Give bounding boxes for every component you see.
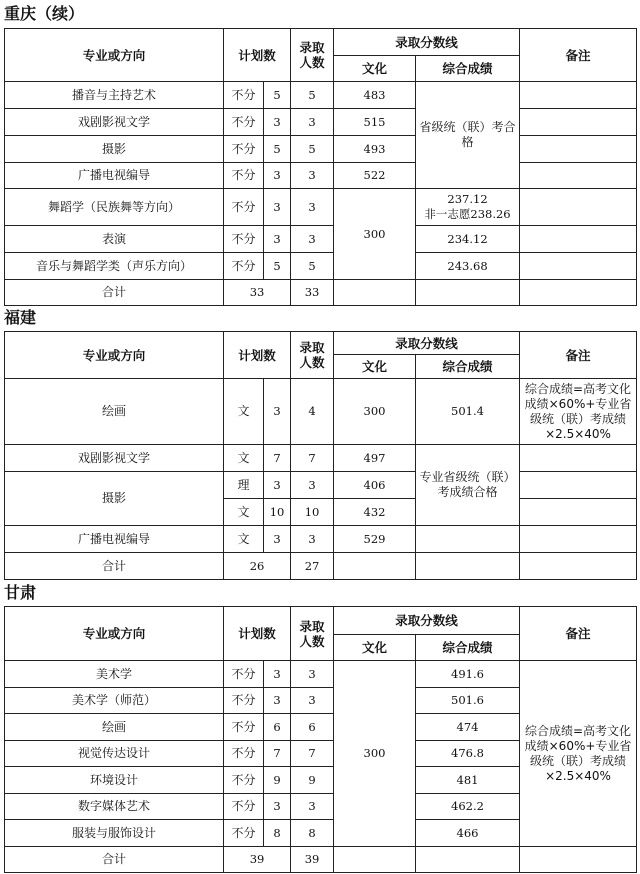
major-cell: 视觉传达设计	[5, 741, 224, 767]
plan-cell: 5	[264, 136, 291, 163]
plan-cell: 10	[264, 499, 291, 526]
major-cell: 摄影	[5, 472, 224, 526]
header-cutoff: 录取分数线	[334, 29, 520, 56]
section-title-fujian: 福建	[4, 308, 37, 327]
remark-text: 综合成绩=高考文化成绩×60%+专业省级统（联）考成绩×2.5×40%	[524, 723, 632, 783]
admitted-cell: 3	[291, 661, 334, 688]
plan-cell: 3	[264, 472, 291, 499]
total-label: 合计	[5, 280, 224, 306]
plan-cell: 7	[264, 741, 291, 767]
composite-cell: 476.8	[416, 741, 520, 767]
composite-cell: 234.12	[416, 226, 520, 253]
major-cell: 广播电视编导	[5, 163, 224, 189]
composite-merged-cell	[416, 445, 520, 526]
admitted-cell: 3	[291, 526, 334, 553]
type-cell: 不分	[224, 136, 264, 163]
remark-cell	[520, 226, 637, 253]
total-plan: 33	[224, 280, 291, 306]
type-cell: 不分	[224, 163, 264, 189]
major-cell: 表演	[5, 226, 224, 253]
admitted-cell: 5	[291, 253, 334, 280]
type-cell: 不分	[224, 741, 264, 767]
plan-cell: 3	[264, 661, 291, 688]
admitted-cell: 5	[291, 136, 334, 163]
section-title-gansu: 甘肃	[4, 583, 37, 602]
header-culture: 文化	[334, 635, 416, 661]
composite-cell: 501.4	[416, 379, 520, 445]
major-cell: 戏剧影视文学	[5, 445, 224, 472]
plan-cell: 9	[264, 767, 291, 794]
culture-cell: 432	[334, 499, 416, 526]
major-cell: 舞蹈学（民族舞等方向）	[5, 189, 224, 226]
table-row	[5, 253, 637, 280]
plan-cell: 3	[264, 794, 291, 820]
total-remark	[520, 847, 637, 873]
total-label: 合计	[5, 553, 224, 580]
composite-cell	[416, 526, 520, 553]
type-cell: 不分	[224, 714, 264, 741]
type-cell: 文	[224, 445, 264, 472]
composite-cell: 466	[416, 820, 520, 847]
table-row	[5, 445, 637, 472]
table-row	[5, 226, 637, 253]
remark-cell	[520, 189, 637, 226]
total-admitted: 27	[291, 553, 334, 580]
header-admitted	[291, 29, 334, 82]
admitted-cell: 5	[291, 82, 334, 109]
admitted-cell: 7	[291, 741, 334, 767]
plan-cell: 3	[264, 189, 291, 226]
plan-cell: 3	[264, 379, 291, 445]
major-cell: 数字媒体艺术	[5, 794, 224, 820]
remark-cell	[520, 109, 637, 136]
composite-merged-text: 省级统（联）考合格	[419, 120, 516, 149]
remark-merged-cell	[520, 661, 637, 847]
total-admitted: 33	[291, 280, 334, 306]
total-culture	[334, 553, 416, 580]
plan-cell: 8	[264, 820, 291, 847]
remark-cell	[520, 253, 637, 280]
header-plan: 计划数	[224, 29, 291, 82]
major-cell: 美术学	[5, 661, 224, 688]
type-cell: 不分	[224, 767, 264, 794]
total-remark	[520, 280, 637, 306]
admitted-cell: 10	[291, 499, 334, 526]
header-remarks: 备注	[520, 607, 637, 661]
type-cell: 不分	[224, 253, 264, 280]
culture-cell: 497	[334, 445, 416, 472]
composite-cell: 243.68	[416, 253, 520, 280]
culture-cell: 522	[334, 163, 416, 189]
plan-cell: 5	[264, 253, 291, 280]
header-major: 专业或方向	[5, 607, 224, 661]
table-fujian	[4, 331, 637, 580]
major-cell: 环境设计	[5, 767, 224, 794]
plan-cell: 3	[264, 526, 291, 553]
composite-cell	[416, 189, 520, 226]
table-row	[5, 82, 637, 109]
total-row	[5, 280, 637, 306]
plan-cell: 3	[264, 109, 291, 136]
header-admitted-text: 录取人数	[299, 340, 325, 370]
total-composite	[416, 280, 520, 306]
type-cell: 不分	[224, 82, 264, 109]
culture-cell: 300	[334, 379, 416, 445]
header-remarks: 备注	[520, 29, 637, 82]
header-plan: 计划数	[224, 332, 291, 379]
composite-cell: 501.6	[416, 688, 520, 714]
header-major: 专业或方向	[5, 332, 224, 379]
type-cell: 文	[224, 379, 264, 445]
admitted-cell: 3	[291, 109, 334, 136]
composite-cell: 481	[416, 767, 520, 794]
culture-cell: 406	[334, 472, 416, 499]
header-admitted-text: 录取人数	[299, 40, 325, 70]
major-cell: 播音与主持艺术	[5, 82, 224, 109]
major-cell: 音乐与舞蹈学类（声乐方向）	[5, 253, 224, 280]
type-cell: 理	[224, 472, 264, 499]
remark-cell	[520, 445, 637, 472]
plan-cell: 3	[264, 226, 291, 253]
composite-line1: 237.12	[447, 192, 488, 206]
major-cell: 广播电视编导	[5, 526, 224, 553]
composite-cell: 462.2	[416, 794, 520, 820]
type-cell: 文	[224, 499, 264, 526]
type-cell: 不分	[224, 688, 264, 714]
major-cell: 服装与服饰设计	[5, 820, 224, 847]
admitted-cell: 4	[291, 379, 334, 445]
remark-cell	[520, 472, 637, 499]
major-cell: 摄影	[5, 136, 224, 163]
table-row	[5, 163, 637, 189]
header-cutoff: 录取分数线	[334, 607, 520, 635]
remark-cell	[520, 136, 637, 163]
table-row	[5, 189, 637, 226]
header-admitted-text: 录取人数	[299, 618, 325, 649]
total-composite	[416, 847, 520, 873]
composite-merged-cell	[416, 82, 520, 189]
plan-cell: 3	[264, 688, 291, 714]
total-plan: 26	[224, 553, 291, 580]
total-composite	[416, 553, 520, 580]
table-row	[5, 661, 637, 688]
table-row	[5, 379, 637, 445]
admitted-cell: 3	[291, 472, 334, 499]
admitted-cell: 3	[291, 189, 334, 226]
type-cell: 不分	[224, 794, 264, 820]
remark-cell	[520, 379, 637, 445]
table-row	[5, 526, 637, 553]
total-row	[5, 553, 637, 580]
admitted-cell: 3	[291, 794, 334, 820]
remark-cell	[520, 82, 637, 109]
culture-cell: 529	[334, 526, 416, 553]
type-cell: 文	[224, 526, 264, 553]
table-gansu	[4, 606, 637, 873]
table-row	[5, 472, 637, 499]
admitted-cell: 3	[291, 163, 334, 189]
culture-cell: 483	[334, 82, 416, 109]
culture-merged-cell: 300	[334, 189, 416, 280]
type-cell: 不分	[224, 661, 264, 688]
table-row	[5, 136, 637, 163]
admitted-cell: 3	[291, 226, 334, 253]
total-admitted: 39	[291, 847, 334, 873]
composite-cell: 474	[416, 714, 520, 741]
header-major: 专业或方向	[5, 29, 224, 82]
total-row	[5, 847, 637, 873]
header-culture: 文化	[334, 56, 416, 82]
composite-line2: 非一志愿238.26	[424, 207, 511, 221]
total-culture	[334, 280, 416, 306]
section-title-chongqing: 重庆（续）	[4, 4, 85, 23]
major-cell: 戏剧影视文学	[5, 109, 224, 136]
remark-cell	[520, 499, 637, 526]
header-culture: 文化	[334, 355, 416, 379]
header-cutoff: 录取分数线	[334, 332, 520, 355]
header-composite: 综合成绩	[416, 635, 520, 661]
culture-cell: 493	[334, 136, 416, 163]
admitted-cell: 6	[291, 714, 334, 741]
admitted-cell: 9	[291, 767, 334, 794]
total-culture	[334, 847, 416, 873]
table-chongqing	[4, 28, 637, 306]
header-admitted	[291, 607, 334, 661]
plan-cell: 7	[264, 445, 291, 472]
total-plan: 39	[224, 847, 291, 873]
type-cell: 不分	[224, 189, 264, 226]
plan-cell: 3	[264, 163, 291, 189]
culture-merged-cell: 300	[334, 661, 416, 847]
remark-cell	[520, 163, 637, 189]
culture-cell: 515	[334, 109, 416, 136]
type-cell: 不分	[224, 226, 264, 253]
plan-cell: 5	[264, 82, 291, 109]
remark-cell	[520, 526, 637, 553]
major-cell: 绘画	[5, 379, 224, 445]
remark-text: 综合成绩=高考文化成绩×60%+专业省级统（联）考成绩×2.5×40%	[524, 381, 632, 441]
table-row	[5, 109, 637, 136]
total-remark	[520, 553, 637, 580]
header-composite: 综合成绩	[416, 355, 520, 379]
admitted-cell: 3	[291, 688, 334, 714]
header-plan: 计划数	[224, 607, 291, 661]
total-label: 合计	[5, 847, 224, 873]
admitted-cell: 8	[291, 820, 334, 847]
composite-merged-text: 专业省级统（联）考成绩合格	[419, 470, 516, 499]
header-composite: 综合成绩	[416, 56, 520, 82]
admitted-cell: 7	[291, 445, 334, 472]
major-cell: 绘画	[5, 714, 224, 741]
composite-cell: 491.6	[416, 661, 520, 688]
header-remarks: 备注	[520, 332, 637, 379]
type-cell: 不分	[224, 109, 264, 136]
type-cell: 不分	[224, 820, 264, 847]
major-cell: 美术学（师范）	[5, 688, 224, 714]
header-admitted	[291, 332, 334, 379]
plan-cell: 6	[264, 714, 291, 741]
